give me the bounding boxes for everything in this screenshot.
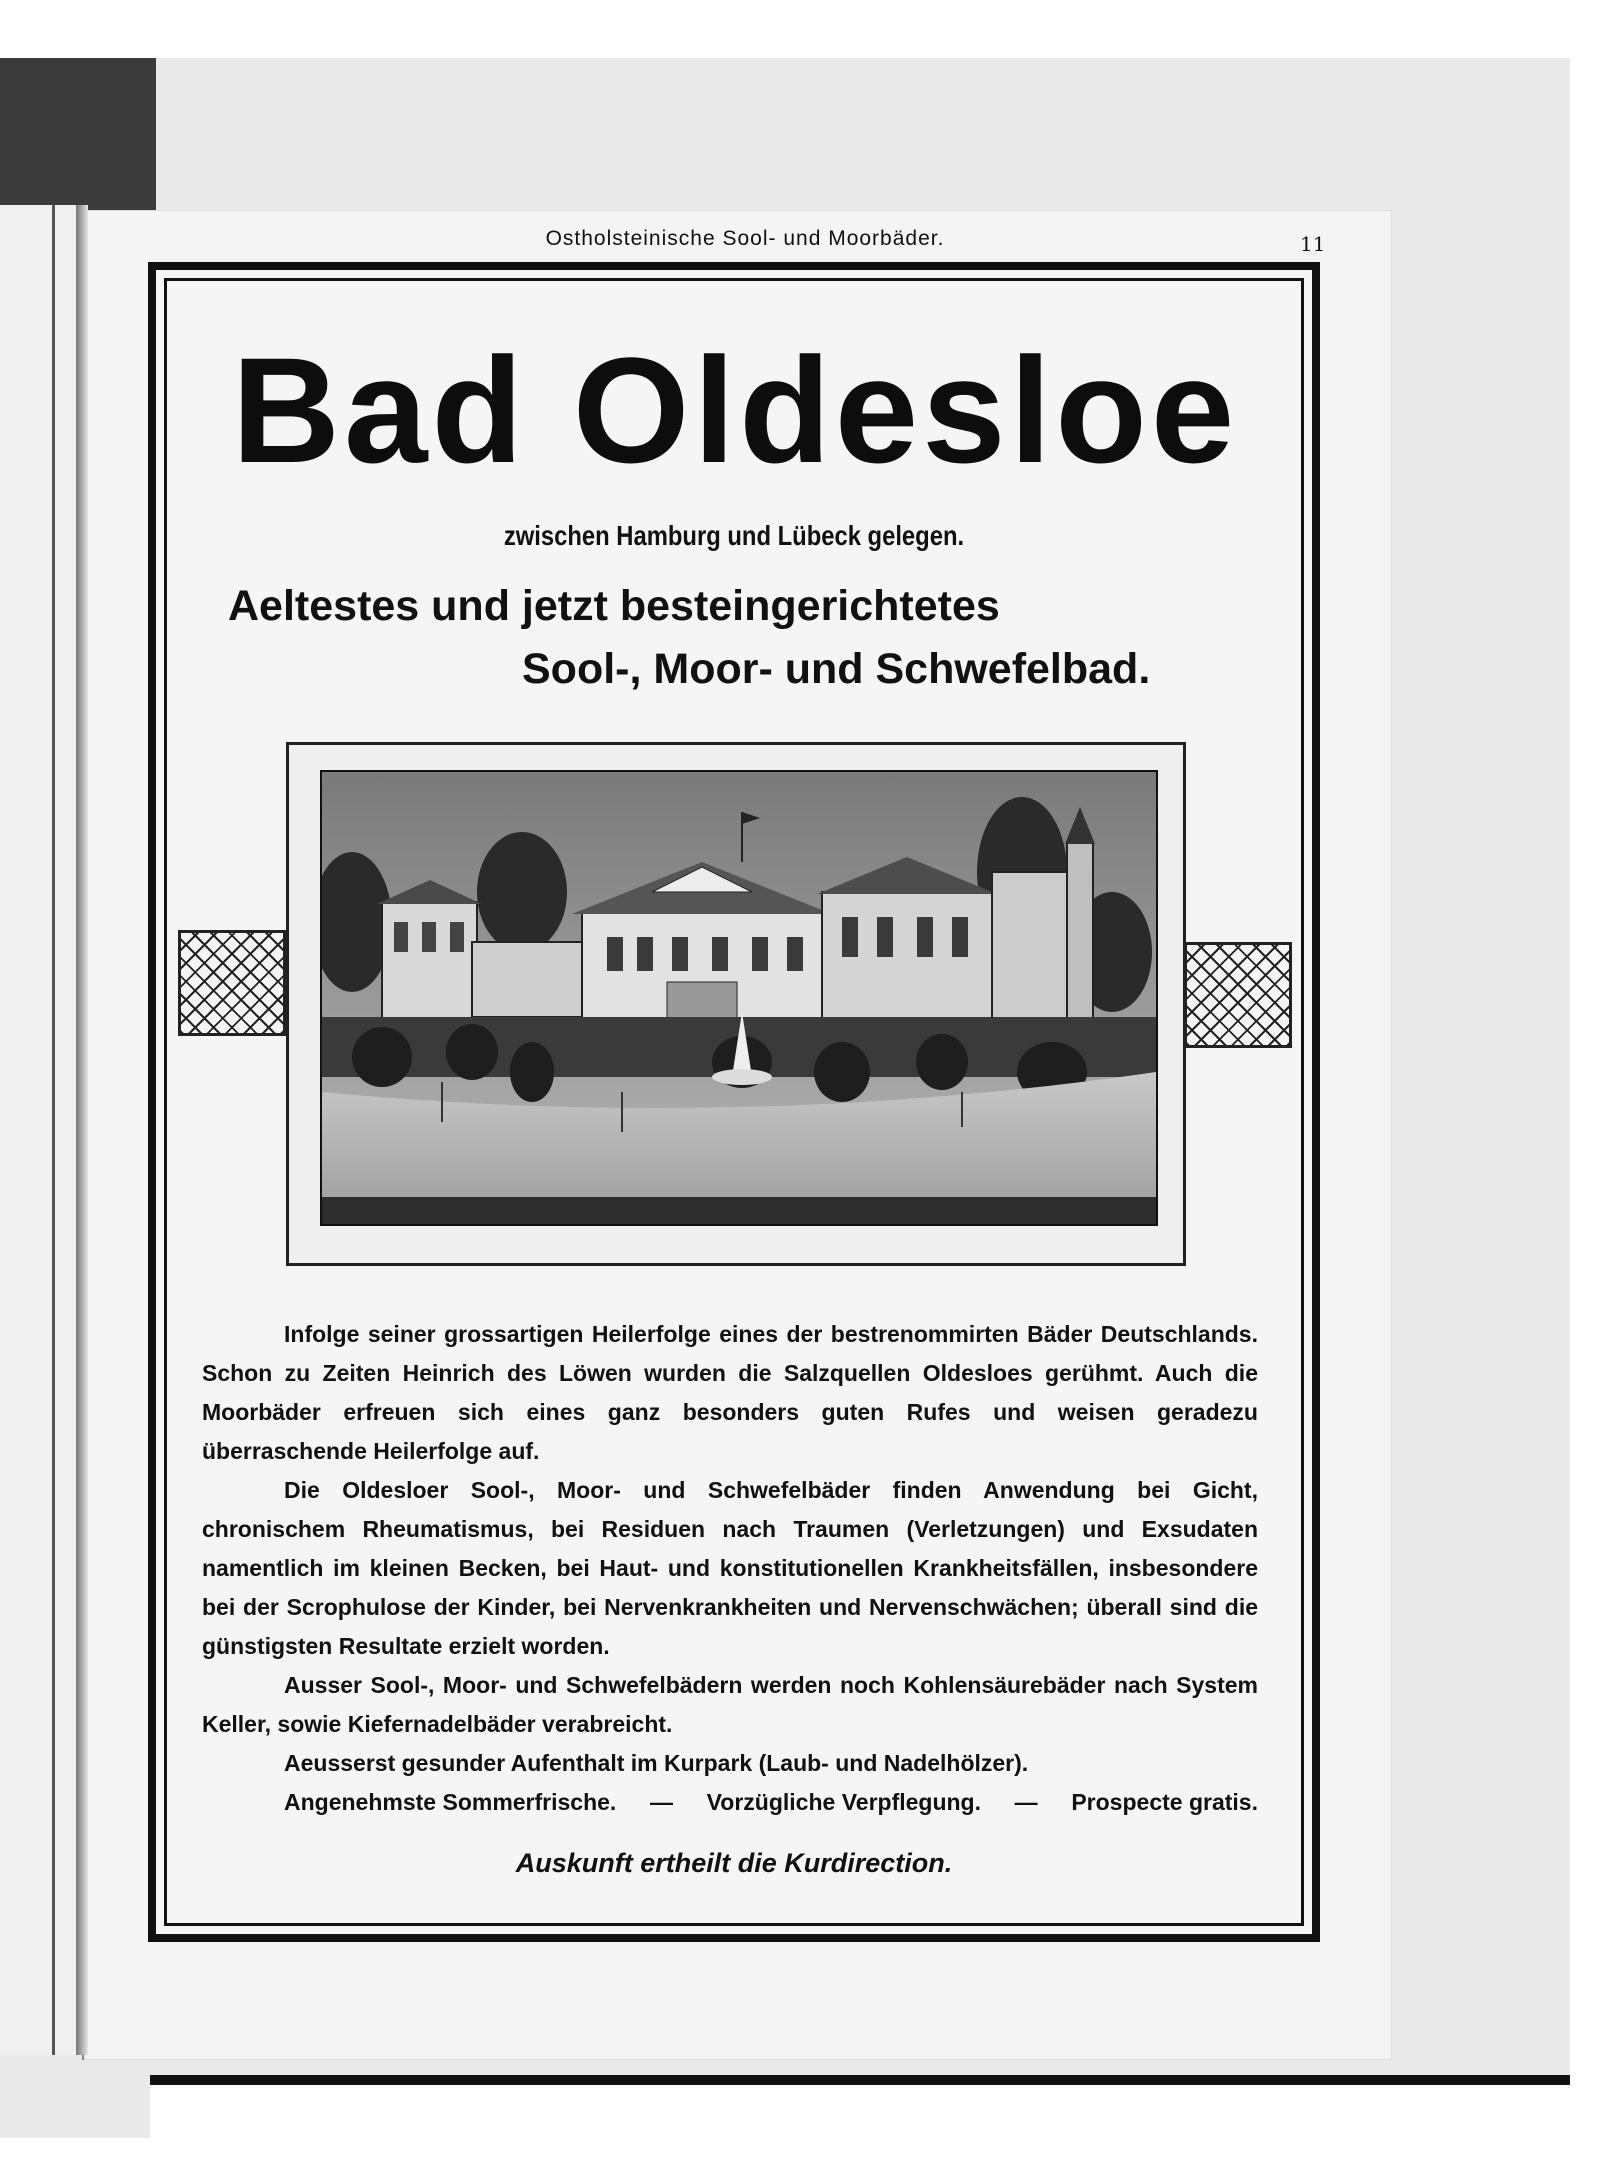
spa-building-illustration [322, 772, 1156, 1224]
separator-2: — [1014, 1789, 1038, 1815]
paragraph-4: Aeusserst gesunder Aufenthalt im Kurpark (Laub- und Nadelhölzer). [284, 1750, 1029, 1776]
ad-subtitle: zwischen Hamburg und Lübeck gelegen. [503, 520, 965, 551]
ornament-left [178, 930, 286, 1036]
ad-tagline-2: Sool-, Moor- und Schwefelbad. [522, 645, 1151, 693]
ad-tagline-1: Aeltestes und jetzt besteingerichtetes [228, 582, 1000, 630]
ad-contact: Auskunft ertheilt die Kurdirection. [515, 1848, 953, 1878]
running-head: Ostholsteinische Sool- und Moorbäder. [545, 227, 945, 250]
facing-page-edge [0, 205, 79, 2055]
final-item-2: Vorzügliche Verpflegung. [706, 1789, 981, 1815]
paragraph-3: Ausser Sool-, Moor- und Schwefelbädern werden noch Kohlensäurebäder nach System Keller, sowie Kiefernadelbäder verabreicht. [202, 1672, 1258, 1737]
final-item-3: Prospecte gratis. [1071, 1789, 1258, 1815]
ad-title: Bad Oldesloe [231, 326, 1239, 494]
final-line [202, 1783, 1258, 1822]
paragraph-2: Die Oldesloer Sool-, Moor- und Schwefelbäder finden Anwendung bei Gicht, chronischem Rheumatismus, bei Residuen nach Traumen (Verletzungen) und Exsudaten namentlich im kleinen Becken, bei Haut- und konstitutionellen Krankheitsfällen, insbesondere bei der Scrophulose der Kinder, bei Nervenkrankheiten und Nervenschwächen; überall sind die günstigsten Resultate erzielt worden. [202, 1477, 1258, 1659]
ad-body [202, 1315, 1258, 1822]
separator-1: — [650, 1789, 673, 1815]
page-number: 11 [1300, 232, 1326, 256]
spa-building-photo [320, 770, 1158, 1226]
scan-top-margin [0, 0, 1600, 58]
final-item-1: Angenehmste Sommerfrische. [284, 1789, 617, 1815]
scan-bottom-margin [150, 2085, 1600, 2177]
ornament-right [1184, 942, 1292, 1048]
gutter-shadow [76, 205, 88, 2055]
paragraph-1: Infolge seiner grossartigen Heilerfolge eines der bestrenommirten Bäder Deutschlands. Schon zu Zeiten Heinrich des Löwen wurden die Salzquellen Oldesloes gerühmt. Auch die Moorbäder erfreuen sich eines ganz besonders guten Rufes und weisen geradezu überraschende Heilerfolge auf. [202, 1321, 1258, 1464]
page-bottom-edge [150, 2075, 1570, 2085]
